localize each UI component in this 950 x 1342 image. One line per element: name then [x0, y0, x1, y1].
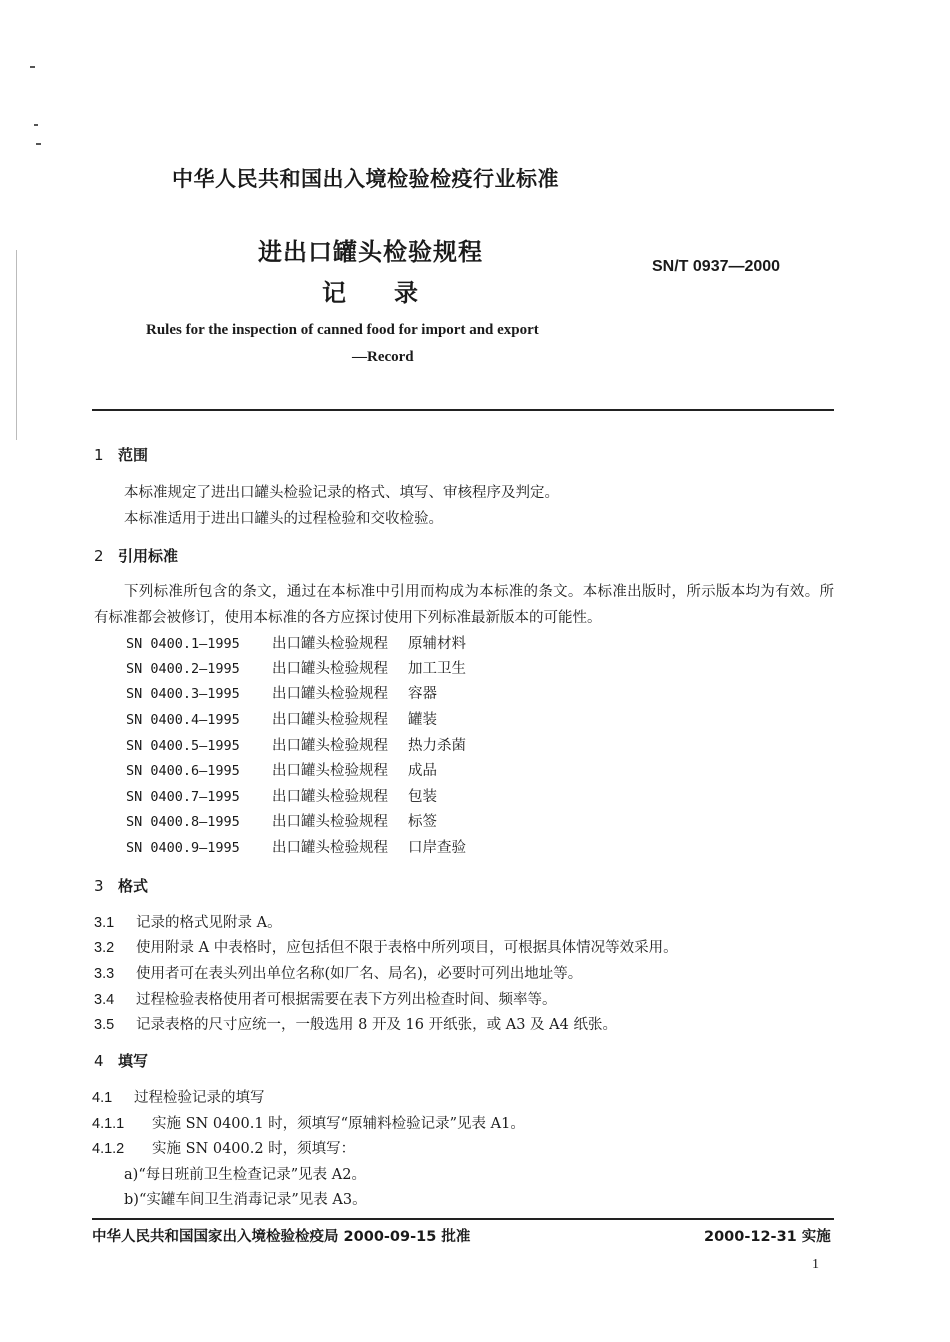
footer-divider — [92, 1218, 834, 1220]
clause-number: 4.1 — [92, 1090, 113, 1106]
sub-item-text: “实罐车间卫生消毒记录”见表 A3。 — [138, 1192, 367, 1208]
sub-item — [124, 1162, 366, 1188]
reference-subtitle: 口岸查验 — [408, 840, 466, 856]
clause-item — [94, 987, 557, 1013]
reference-subtitle: 标签 — [408, 814, 437, 830]
section-heading-references — [94, 545, 178, 566]
document-subtitle-en: —Record — [352, 349, 414, 365]
section-heading-format — [94, 875, 148, 896]
clause-item — [94, 961, 582, 987]
sub-item-label: b) — [124, 1192, 139, 1208]
approval-statement: 中华人民共和国国家出入境检验检疫局 2000-09-15 批准 — [92, 1229, 471, 1245]
clause-text: 记录表格的尺寸应统一，一般选用 8 开及 16 开纸张，或 A3 及 A4 纸张。 — [136, 1017, 617, 1033]
reference-subtitle: 热力杀菌 — [408, 738, 466, 754]
reference-item — [126, 758, 437, 784]
paragraph: 本标准适用于进出口罐头的过程检验和交收检验。 — [124, 511, 443, 527]
clause-item — [94, 910, 282, 936]
reference-title: 出口罐头检验规程 — [272, 789, 388, 805]
reference-subtitle: 加工卫生 — [408, 661, 466, 677]
reference-item — [126, 809, 437, 835]
reference-code: SN 0400.1—1995 — [126, 636, 240, 652]
document-title-en: Rules for the inspection of canned food for import and export — [146, 322, 539, 338]
clause-item — [94, 935, 678, 961]
clause-item — [92, 1111, 525, 1137]
clause-text: 实施 SN 0400.1 时，须填写“原辅料检验记录”见表 A1。 — [152, 1116, 525, 1132]
clause-text: 过程检验表格使用者可根据需要在表下方列出检查时间、频率等。 — [136, 992, 557, 1008]
reference-code: SN 0400.2—1995 — [126, 661, 240, 677]
reference-item — [126, 835, 466, 861]
section-number: 1 — [94, 446, 104, 464]
document-subtitle-cn: 记录 — [322, 279, 466, 307]
reference-title: 出口罐头检验规程 — [272, 814, 388, 830]
section-title: 范围 — [118, 446, 149, 464]
clause-text: 过程检验记录的填写 — [134, 1090, 265, 1106]
section-number: 2 — [94, 547, 104, 565]
reference-title: 出口罐头检验规程 — [272, 738, 388, 754]
clause-text: 记录的格式见附录 A。 — [136, 915, 282, 931]
clause-number: 3.5 — [94, 1017, 115, 1033]
reference-item — [126, 681, 437, 707]
reference-code: SN 0400.5—1995 — [126, 738, 240, 754]
paragraph: 下列标准所包含的条文，通过在本标准中引用而构成为本标准的条文。本标准出版时，所示版本均为有效。所有标准都会被修订，使用本标准的各方应探讨使用下列标准最新版本的可能性。 — [94, 584, 834, 626]
section-number: 3 — [94, 877, 104, 895]
reference-code: SN 0400.8—1995 — [126, 814, 240, 830]
clause-item — [92, 1136, 355, 1162]
reference-title: 出口罐头检验规程 — [272, 686, 388, 702]
clause-text: 实施 SN 0400.2 时，须填写： — [152, 1141, 356, 1157]
scan-artifact — [34, 124, 38, 126]
sub-item — [124, 1187, 367, 1213]
section-title: 填写 — [118, 1052, 149, 1070]
implementation-date: 2000-12-31 实施 — [704, 1229, 831, 1245]
reference-title: 出口罐头检验规程 — [272, 661, 388, 677]
reference-subtitle: 包装 — [408, 789, 437, 805]
reference-code: SN 0400.6—1995 — [126, 763, 240, 779]
page-number: 1 — [812, 1257, 819, 1272]
document-title-cn: 进出口罐头检验规程 — [258, 238, 483, 266]
reference-subtitle: 成品 — [408, 763, 437, 779]
clause-text: 使用附录 A 中表格时，应包括但不限于表格中所列项目，可根据具体情况等效采用。 — [136, 940, 678, 956]
reference-subtitle: 罐装 — [408, 712, 437, 728]
reference-item — [126, 707, 437, 733]
reference-title: 出口罐头检验规程 — [272, 636, 388, 652]
scan-artifact — [36, 143, 41, 145]
reference-subtitle: 原辅材料 — [408, 636, 466, 652]
section-heading-scope — [94, 444, 148, 465]
clause-number: 3.2 — [94, 940, 115, 956]
reference-code: SN 0400.4—1995 — [126, 712, 240, 728]
scan-artifact — [30, 66, 35, 68]
standard-body-title: 中华人民共和国出入境检验检疫行业标准 — [172, 167, 559, 191]
scan-artifact — [16, 250, 17, 440]
reference-code: SN 0400.9—1995 — [126, 840, 240, 856]
section-title: 格式 — [118, 877, 149, 895]
clause-item — [92, 1085, 265, 1111]
clause-number: 3.3 — [94, 966, 115, 982]
reference-item — [126, 733, 466, 759]
clause-item — [94, 1012, 617, 1038]
reference-item — [126, 631, 466, 657]
paragraph: 本标准规定了进出口罐头检验记录的格式、填写、审核程序及判定。 — [124, 485, 559, 501]
clause-number: 4.1.2 — [92, 1141, 125, 1157]
reference-subtitle: 容器 — [408, 686, 437, 702]
standard-code: SN/T 0937—2000 — [652, 258, 781, 275]
clause-number: 3.4 — [94, 992, 115, 1008]
sub-item-label: a) — [124, 1167, 139, 1183]
header-divider — [92, 409, 834, 411]
section-heading-filling — [94, 1050, 148, 1071]
section-title: 引用标准 — [118, 547, 179, 565]
reference-code: SN 0400.3—1995 — [126, 686, 240, 702]
clause-number: 3.1 — [94, 915, 115, 931]
reference-title: 出口罐头检验规程 — [272, 763, 388, 779]
reference-title: 出口罐头检验规程 — [272, 712, 388, 728]
clause-number: 4.1.1 — [92, 1116, 125, 1132]
reference-code: SN 0400.7—1995 — [126, 789, 240, 805]
clause-text: 使用者可在表头列出单位名称(如厂名、局名)，必要时可列出地址等。 — [136, 966, 583, 982]
section-number: 4 — [94, 1052, 104, 1070]
reference-title: 出口罐头检验规程 — [272, 840, 388, 856]
sub-item-text: “每日班前卫生检查记录”见表 A2。 — [138, 1167, 366, 1183]
reference-item — [126, 656, 466, 682]
reference-item — [126, 784, 437, 810]
